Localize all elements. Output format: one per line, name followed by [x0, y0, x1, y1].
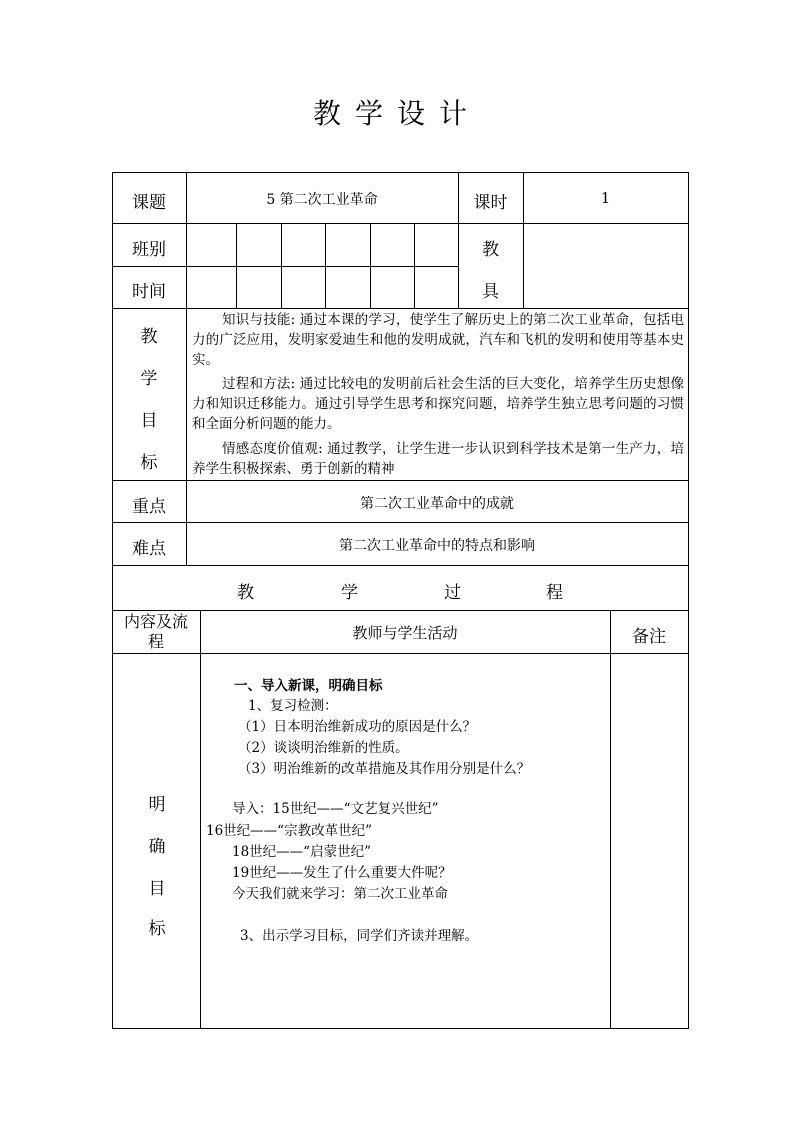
process-heading-char: 过 [444, 583, 461, 603]
hours-value: 1 [600, 189, 611, 207]
teaching-aids-label-1: 教 [482, 240, 499, 260]
process-heading-char: 程 [546, 583, 563, 603]
key-point-label: 重点 [132, 497, 166, 517]
objectives-label-char: 目 [140, 411, 158, 431]
column-header-activities: 教师与学生活动 [352, 624, 458, 642]
activity-line: 一、导入新课，明确目标 [234, 678, 383, 694]
column-header-content-line: 程 [147, 632, 164, 651]
objectives-label-char: 教 [140, 327, 158, 347]
class-label: 班别 [132, 240, 166, 260]
objective-knowledge: 知识与技能: 通过本课的学习，使学生了解历史上的第二次工业革命，包括电力的广泛应用，发明家爱迪生和他的发明成就，汽车和飞机的发明和使用等基本史实。 [192, 312, 684, 368]
process-heading-char: 学 [341, 583, 358, 603]
key-point-value: 第二次工业革命中的成就 [360, 496, 514, 512]
difficulty-value: 第二次工业革命中的特点和影响 [339, 538, 535, 554]
column-header-content [112, 612, 200, 652]
column-header-content-line: 内容及流 [123, 612, 188, 631]
section-label-char: 标 [148, 919, 166, 939]
activity-line: 1、复习检测： [248, 698, 338, 714]
difficulty-label: 难点 [132, 539, 166, 559]
activity-line: 18世纪——“启蒙世纪” [232, 844, 371, 860]
column-header-notes: 备注 [632, 627, 666, 647]
activity-line: （1）日本明治维新成功的原因是什么？ [238, 719, 477, 735]
activity-line: 导入：15世纪——“文艺复兴世纪” [232, 801, 439, 817]
section-label-char: 目 [148, 879, 166, 899]
objective-attitude: 情感态度价值观: 通过教学，让学生进一步认识到科学技术是第一生产力，培养学生积极探索、勇于创新的精神 [192, 441, 684, 477]
hours-label: 课时 [473, 193, 508, 213]
section-label-char: 确 [148, 837, 166, 857]
objectives-label-char: 标 [140, 453, 158, 473]
topic-label: 课题 [132, 193, 166, 213]
activity-line: 19世纪——发生了什么重要大件呢？ [232, 865, 452, 881]
teaching-aids-label-2: 具 [482, 282, 499, 302]
objective-process: 过程和方法: 通过比较电的发明前后社会生活的巨大变化，培养学生历史想像力和知识迁移能力。通过引导学生思考和探究问题，培养学生独立思考问题的习惯和全面分析问题的能力。 [192, 376, 684, 432]
topic-value: 5 第二次工业革命 [266, 192, 378, 208]
activity-line: 3、出示学习目标，同学们齐读并理解。 [240, 928, 479, 944]
time-label: 时间 [132, 282, 166, 302]
process-heading-char: 教 [237, 583, 254, 603]
document-title: 教学设计 [312, 97, 481, 130]
activity-line: （2）谈谈明治维新的性质。 [238, 740, 409, 756]
activity-line: （3）明治维新的改革措施及其作用分别是什么？ [238, 761, 531, 777]
activity-line: 16世纪——“宗教改革世纪” [206, 823, 372, 839]
activity-line: 今天我们就来学习：第二次工业革命 [232, 886, 448, 902]
section-label-char: 明 [148, 795, 166, 815]
objectives-label-char: 学 [140, 369, 158, 389]
